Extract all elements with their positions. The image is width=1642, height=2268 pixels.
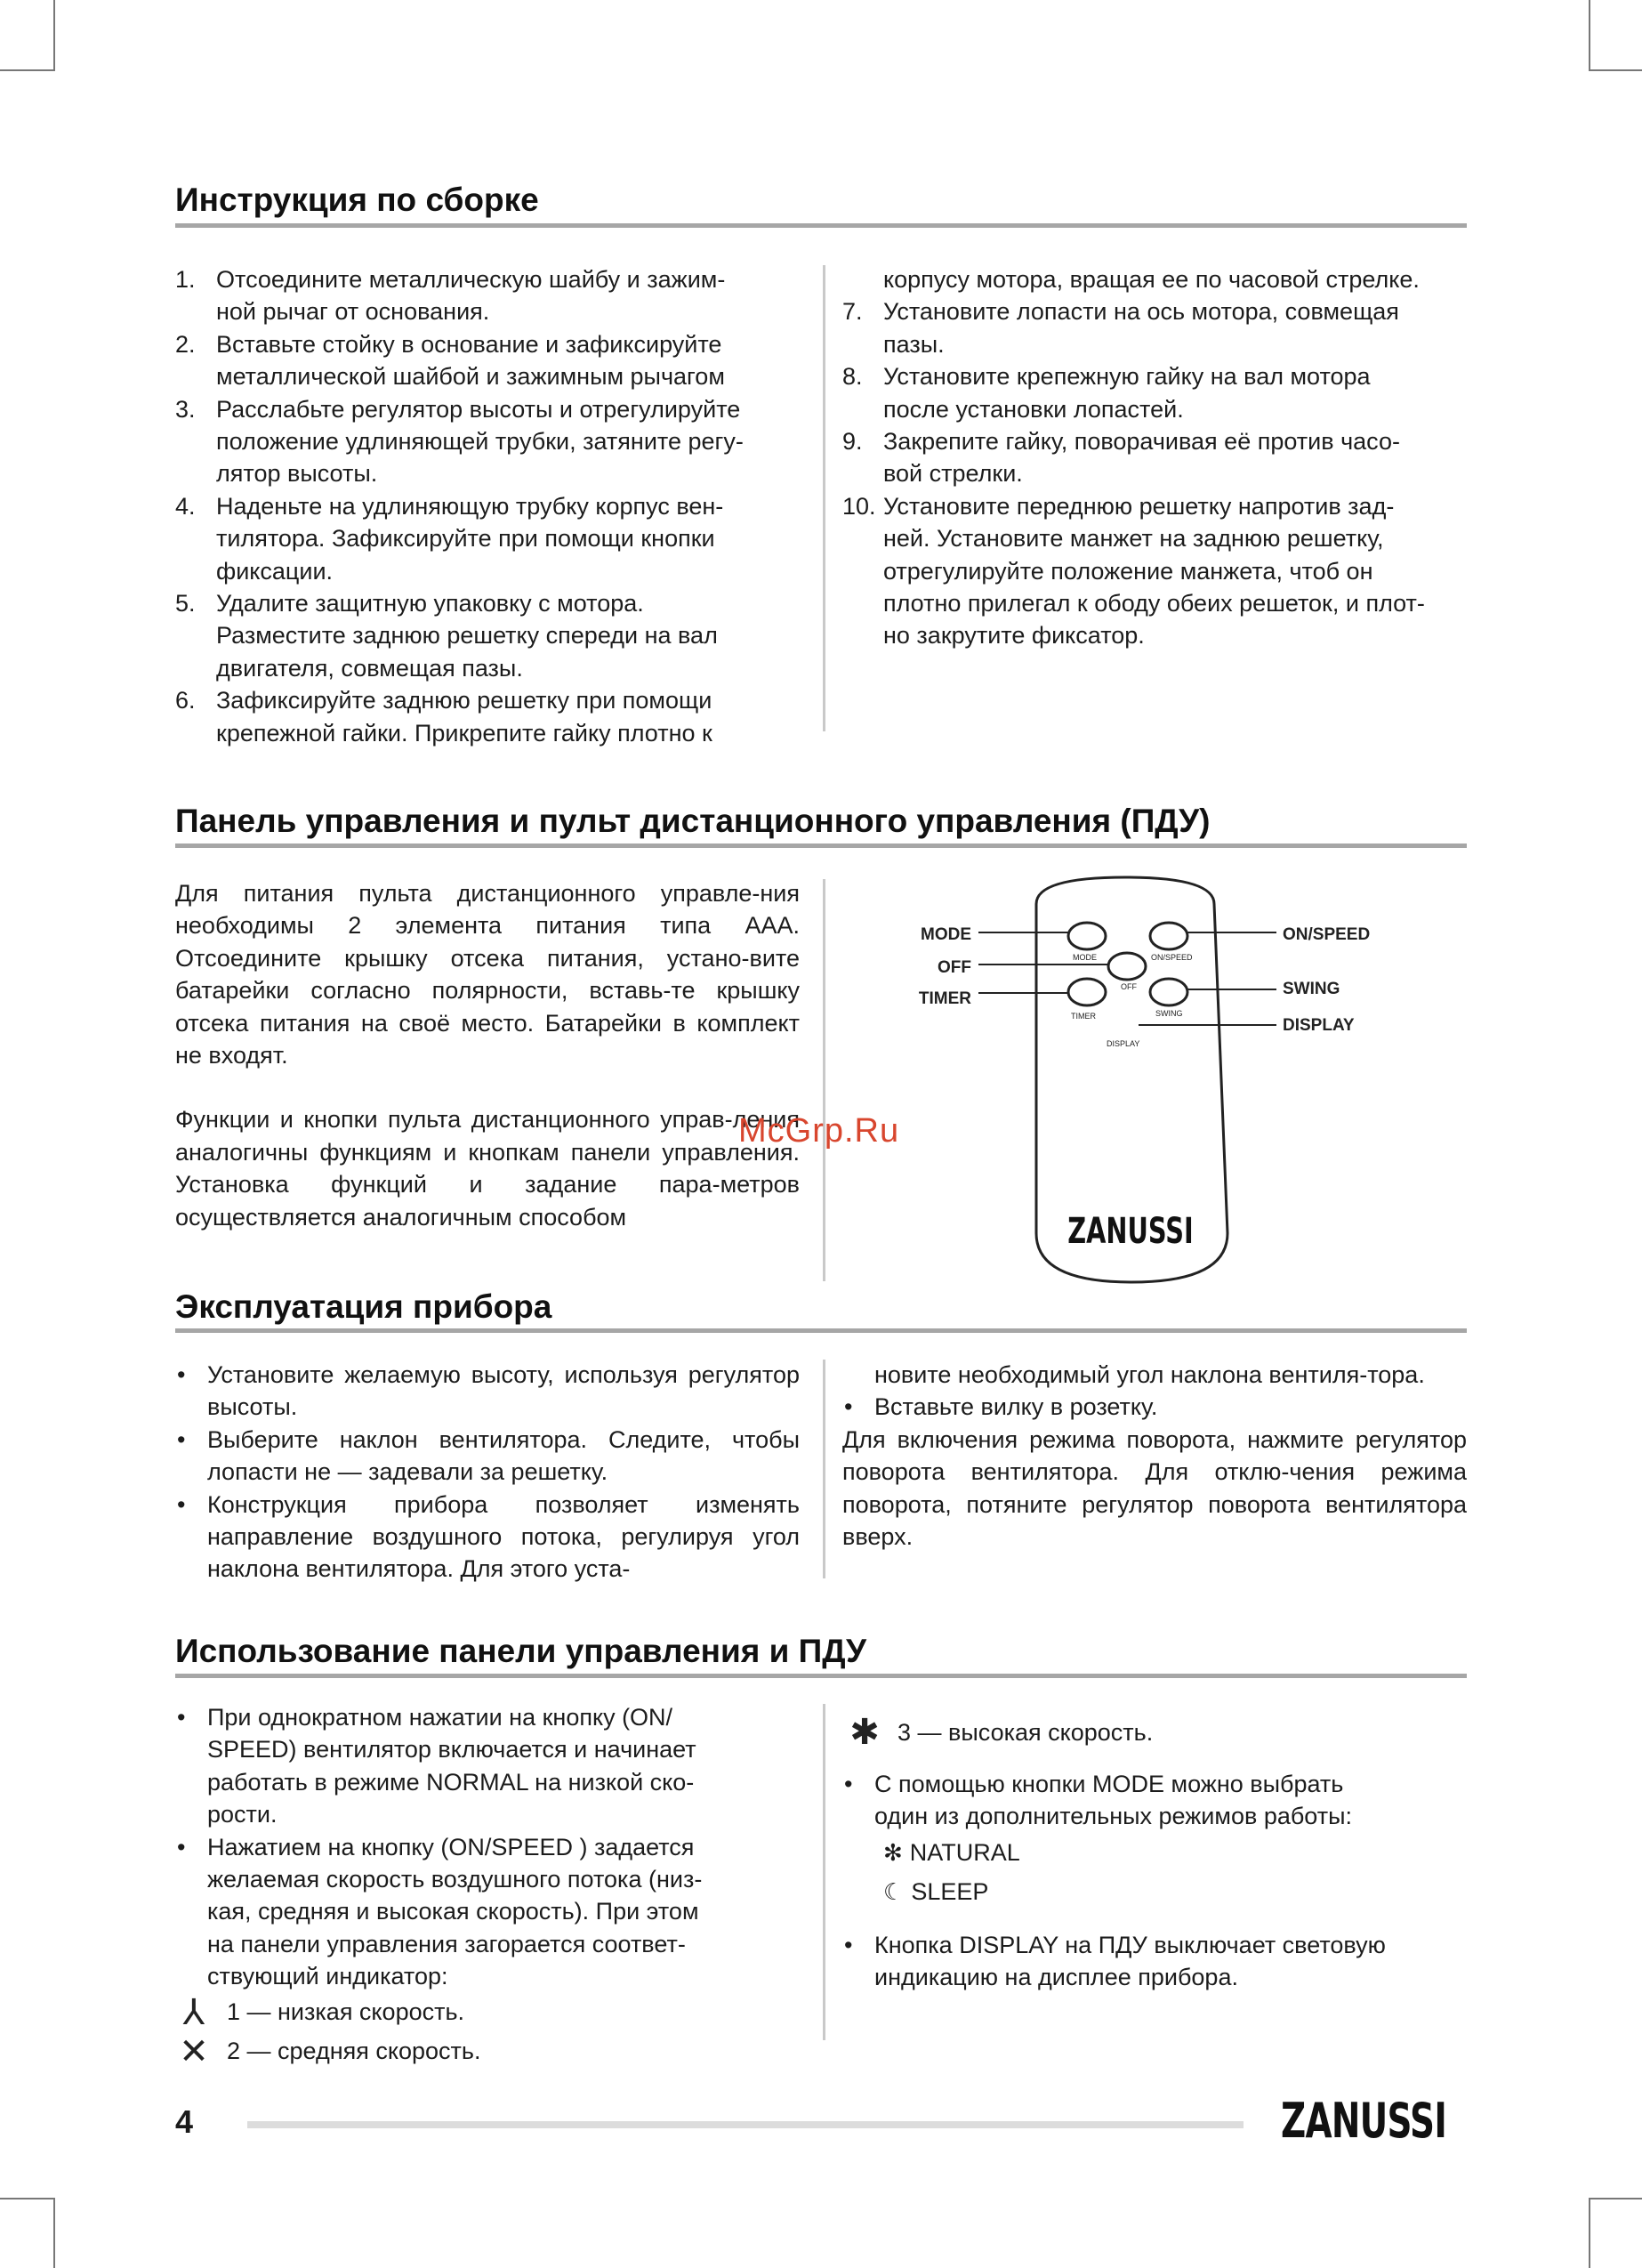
list-item: [175, 263, 798, 328]
remote-paragraph-batteries: Для питания пульта дистанционного управле-ния необходимы 2 элемента питания типа AAA. Отсоедините крышку отсека питания, устано-вите батарейки согласно полярности, вставь-те крышку отсека питания на своё место. Батарейки в комплект не входят.: [175, 880, 800, 1069]
item-text: Отсоедините металлическую шайбу и зажим- ной рычаг от основания.: [216, 266, 726, 326]
assembly-right-column: [842, 263, 1469, 652]
crop-mark: [53, 0, 55, 71]
item-number: 1.: [175, 266, 196, 293]
crop-mark: [0, 2198, 53, 2199]
operation-left-column: [175, 1359, 800, 1586]
mode-text: NATURAL: [909, 1838, 1020, 1866]
footer-rule: [247, 2121, 1244, 2128]
column-divider: [823, 1360, 825, 1578]
list-item: [842, 360, 1469, 425]
label-swing: SWING: [1283, 980, 1340, 998]
column-divider: [823, 879, 825, 1281]
continuation-text: корпусу мотора, вращая ее по часовой стрелке.: [883, 266, 1420, 293]
mode-text: SLEEP: [911, 1877, 989, 1905]
speed-text: 1 — низкая скорость.: [227, 1998, 465, 2026]
item-text: Вставьте стойку в основание и зафиксируйте металлической шайбой и зажимным рычагом: [216, 330, 725, 391]
list-item: • С помощью кнопки MODE можно выбрать один из дополнительных режимов работы:: [842, 1768, 1467, 1833]
section-rule: [175, 1674, 1467, 1678]
swing-button: [1150, 979, 1187, 1005]
item-text: Наденьте на удлиняющую трубку корпус вен- тилятора. Зафиксируйте при помощи кнопки фиксации.: [216, 492, 724, 585]
crop-mark: [1589, 69, 1642, 71]
crop-mark: [0, 69, 53, 71]
rotation-paragraph: Для включения режима поворота, нажмите регулятор поворота вентилятора. Для отклю-чения режима поворота, потяните регулятор поворота вентилятора вверх.: [842, 1425, 1467, 1551]
speed-row: [172, 2032, 800, 2071]
list-item: • Вставьте вилку в розетку.: [842, 1391, 1467, 1423]
section-title-operation: Эксплуатация прибора: [175, 1288, 552, 1325]
section-rule: [175, 223, 1467, 228]
remote-paragraph-functions: Функции и кнопки пульта дистанционного управ-ления аналогичны функциям и кнопкам панели управления. Установка функций и задание пара-метров осуществляется аналогичным способом: [175, 1106, 800, 1231]
operation-right-column: [842, 1359, 1467, 1553]
label-display: DISPLAY: [1283, 1016, 1355, 1035]
moon-sleep-icon: ☾: [883, 1877, 905, 1905]
list-item: [175, 490, 798, 587]
fan-4-blade-icon: ✕: [179, 2031, 209, 2071]
fan-5-blade-icon: ✱: [849, 1713, 880, 1752]
item-text: Установите крепежную гайку на вал мотора после установки лопастей.: [883, 363, 1371, 423]
speed-high-text: 3 — высокая скорость.: [897, 1718, 1154, 1746]
footer-brand-logo: ZANUSSI: [1281, 2093, 1447, 2149]
crop-mark: [1589, 2198, 1642, 2199]
list-item: • Кнопка DISPLAY на ПДУ выключает световую индикацию на дисплее прибора.: [842, 1929, 1467, 1994]
timer-button: [1068, 979, 1106, 1005]
list-item: • Выберите наклон вентилятора. Следите, чтобы лопасти не — задевали за решетку.: [175, 1424, 800, 1489]
item-number: 6.: [175, 687, 196, 714]
list-item: • Нажатием на кнопку (ON/SPEED ) задается желаемая скорость воздушного потока (низ- кая, средняя и высокая скорость). При этом на панели управления загорается соответ- ствующий индикатор:: [175, 1831, 800, 1993]
item-text: Зафиксируйте заднюю решетку при помощи крепежной гайки. Прикрепите гайку плотно к: [216, 687, 712, 747]
list-item: [175, 587, 798, 684]
list-item: [175, 328, 798, 393]
item-text: Установите переднюю решетку напротив зад- ней. Установите манжет на заднюю решетку, отрегулируйте положение манжета, чтоб он плотно прилегал к ободу обеих решеток, и плот- но закрутите фиксатор.: [883, 492, 1425, 650]
off-button: [1108, 953, 1146, 980]
list-item: • Конструкция прибора позволяет изменять направление воздушного потока, регулируя угол наклона вентилятора. Для этого уста-: [175, 1489, 800, 1586]
label-timer: TIMER: [918, 989, 971, 1008]
section-title-assembly: Инструкция по сборке: [175, 182, 539, 218]
palm-tree-icon: ✻: [883, 1838, 903, 1866]
speed-high-row: [842, 1713, 1467, 1752]
item-number: 2.: [175, 330, 196, 358]
remote-text-column: [175, 877, 800, 1233]
list-item: [842, 425, 1469, 490]
remote-control-diagram: [898, 868, 1414, 1295]
watermark: McGrp.Ru: [738, 1112, 900, 1150]
fan-3-blade-icon: ⅄: [182, 1992, 205, 2032]
item-text: Закрепите гайку, поворачивая её против часо- вой стрелки.: [883, 428, 1400, 488]
small-label-swing: SWING: [1155, 1009, 1183, 1018]
item-number: 4.: [175, 492, 196, 520]
item-number: 8.: [842, 363, 863, 391]
mode-button: [1068, 923, 1106, 949]
mode-row: [842, 1833, 1467, 1872]
usage-left-column: [175, 1701, 800, 2071]
continuation-text: новите необходимый угол наклона вентиля-тора.: [874, 1361, 1425, 1388]
label-off: OFF: [938, 958, 971, 977]
remote-brand-logo: ZANUSSI: [1067, 1211, 1194, 1253]
assembly-left-column: [175, 263, 798, 749]
section-title-usage: Использование панели управления и ПДУ: [175, 1633, 867, 1669]
column-divider: [823, 265, 825, 731]
list-item: • При однократном нажатии на кнопку (ON/ SPEED) вентилятор включается и начинает работать в режиме NORMAL на низкой ско- рости.: [175, 1701, 800, 1831]
list-item: [175, 393, 798, 490]
on-speed-button: [1150, 923, 1187, 949]
page-number: 4: [175, 2103, 194, 2140]
list-item: [842, 295, 1469, 360]
label-mode: MODE: [921, 925, 971, 944]
crop-mark: [1589, 0, 1590, 71]
label-on-speed: ON/SPEED: [1283, 925, 1371, 944]
item-number: 9.: [842, 428, 863, 456]
item-number: 3.: [175, 395, 196, 423]
item-number: 10.: [842, 492, 876, 520]
list-item: [842, 490, 1469, 652]
crop-mark: [1589, 2198, 1590, 2268]
speed-row: [172, 1993, 800, 2032]
list-item: [175, 684, 798, 749]
crop-mark: [53, 2198, 55, 2268]
small-label-timer: TIMER: [1071, 1012, 1096, 1021]
item-text: Установите лопасти на ось мотора, совмещая пазы.: [883, 298, 1399, 358]
section-rule: [175, 1328, 1467, 1333]
list-item: • Установите желаемую высоту, используя регулятор высоты.: [175, 1359, 800, 1424]
item-text: Расслабьте регулятор высоты и отрегулируйте положение удлиняющей трубки, затяните регу- лятор высоты.: [216, 395, 744, 488]
small-label-on-speed: ON/SPEED: [1151, 953, 1193, 962]
speed-text: 2 — средняя скорость.: [227, 2038, 481, 2065]
section-title-remote: Панель управления и пульт дистанционного управления (ПДУ): [175, 803, 1211, 839]
item-text: Удалите защитную упаковку с мотора. Разместите заднюю решетку спереди на вал двигателя, совмещая пазы.: [216, 590, 718, 682]
small-label-off: OFF: [1121, 982, 1137, 991]
column-divider: [823, 1704, 825, 2040]
usage-right-column: [842, 1713, 1467, 1994]
section-rule: [175, 843, 1467, 848]
mode-row: [842, 1872, 1467, 1911]
item-number: 5.: [175, 590, 196, 617]
small-label-display: DISPLAY: [1107, 1039, 1140, 1048]
small-label-mode: MODE: [1073, 953, 1097, 962]
item-number: 7.: [842, 298, 863, 326]
